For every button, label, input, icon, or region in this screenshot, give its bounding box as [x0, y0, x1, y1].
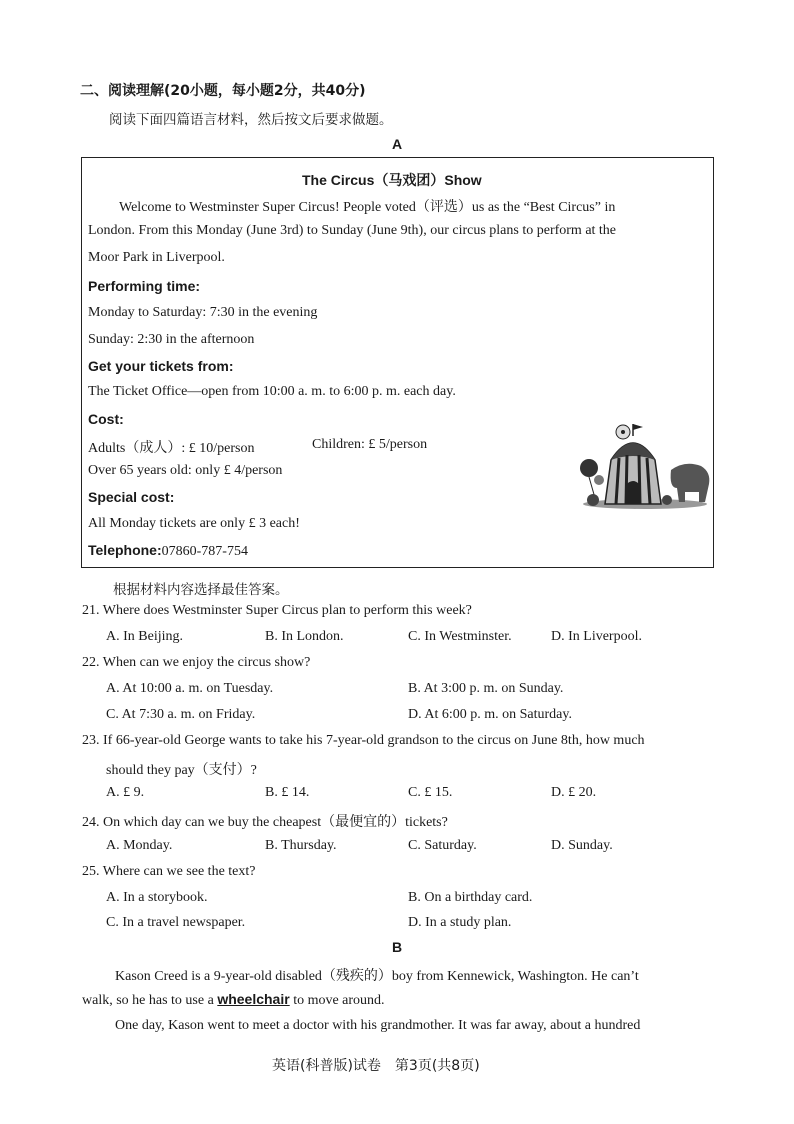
section-instruction: 阅读下面四篇语言材料，然后按文后要求做题。 — [109, 112, 393, 128]
passage-b-para1-line1: Kason Creed is a 9-year-old disabled（残疾的）boy from Kennewick, Washington. He can’t — [115, 969, 639, 984]
question-25-stem: 25. Where can we see the text? — [82, 864, 256, 879]
performing-time-weekday: Monday to Saturday: 7:30 in the evening — [88, 305, 318, 320]
performing-time-heading: Performing time: — [88, 278, 201, 294]
question-21-option-a[interactable]: A. In Beijing. — [106, 629, 183, 644]
question-24-option-a[interactable]: A. Monday. — [106, 838, 173, 853]
telephone-value: 07860-787-754 — [161, 544, 248, 559]
question-24-option-b[interactable]: B. Thursday. — [265, 838, 337, 853]
question-22-option-a[interactable]: A. At 10:00 a. m. on Tuesday. — [106, 681, 274, 696]
choose-instruction: 根据材料内容选择最佳答案。 — [113, 582, 289, 598]
question-21-option-d[interactable]: D. In Liverpool. — [551, 629, 642, 644]
tickets-heading: Get your tickets from: — [88, 358, 234, 374]
passage-a-para1-line2: London. From this Monday (June 3rd) to Sunday (June 9th), our circus plans to perform at the — [88, 223, 617, 238]
cost-adults: Adults（成人）: £ 10/person — [88, 441, 255, 456]
passage-b-para1-line2 — [82, 991, 385, 1009]
question-25-option-b[interactable]: B. On a birthday card. — [408, 890, 533, 905]
question-21-option-c[interactable]: C. In Westminster. — [408, 629, 512, 644]
question-24-option-d[interactable]: D. Sunday. — [551, 838, 613, 853]
special-cost-text: All Monday tickets are only £ 3 each! — [88, 516, 300, 531]
passage-b-para1-line2-start: walk, so he has to use a — [82, 993, 214, 1008]
question-23-stem: 23. If 66-year-old George wants to take his 7-year-old grandson to the circus on June 8th, how much — [82, 733, 645, 748]
passage-a-label: A — [392, 136, 403, 152]
section-title: 二、阅读理解(20小题，每小题2分，共40分) — [80, 83, 366, 99]
passage-b-para1-line2-end: to move around. — [293, 993, 385, 1008]
question-22-option-d[interactable]: D. At 6:00 p. m. on Saturday. — [408, 707, 572, 722]
cost-over65: Over 65 years old: only £ 4/person — [88, 463, 283, 478]
telephone-line — [88, 542, 248, 560]
question-24-stem: 24. On which day can we buy the cheapest（最便宜的）tickets? — [82, 815, 448, 830]
question-23-option-b[interactable]: B. £ 14. — [265, 785, 310, 800]
passage-b-para2-line1: One day, Kason went to meet a doctor with his grandmother. It was far away, about a hundred — [115, 1018, 641, 1033]
passage-a-title: The Circus（马戏团）Show — [302, 172, 482, 188]
cost-heading: Cost: — [88, 411, 124, 427]
special-cost-heading: Special cost: — [88, 489, 175, 505]
question-24-option-c[interactable]: C. Saturday. — [408, 838, 477, 853]
question-25-option-d[interactable]: D. In a study plan. — [408, 915, 512, 930]
passage-b-label: B — [392, 939, 403, 955]
cost-children: Children: £ 5/person — [312, 437, 428, 452]
question-21-stem: 21. Where does Westminster Super Circus plan to perform this week? — [82, 603, 472, 618]
page-footer: 英语(科普版)试卷 第3页(共8页) — [272, 1058, 480, 1074]
question-23-option-c[interactable]: C. £ 15. — [408, 785, 453, 800]
question-22-option-b[interactable]: B. At 3:00 p. m. on Sunday. — [408, 681, 564, 696]
question-21-option-b[interactable]: B. In London. — [265, 629, 344, 644]
passage-a-para1-line3: Moor Park in Liverpool. — [88, 250, 225, 265]
passage-a-para1-line1: Welcome to Westminster Super Circus! People voted（评选）us as the “Best Circus” in — [119, 200, 616, 215]
ticket-office-text: The Ticket Office—open from 10:00 a. m. to 6:00 p. m. each day. — [88, 384, 456, 399]
question-22-option-c[interactable]: C. At 7:30 a. m. on Friday. — [106, 707, 256, 722]
performing-time-sunday: Sunday: 2:30 in the afternoon — [88, 332, 255, 347]
question-23-option-a[interactable]: A. £ 9. — [106, 785, 145, 800]
keyword-wheelchair: wheelchair — [217, 991, 290, 1007]
question-23-option-d[interactable]: D. £ 20. — [551, 785, 597, 800]
question-22-stem: 22. When can we enjoy the circus show? — [82, 655, 311, 670]
telephone-label: Telephone: — [88, 542, 162, 558]
question-23-stem-cont: should they pay（支付）? — [106, 763, 257, 778]
question-25-option-c[interactable]: C. In a travel newspaper. — [106, 915, 246, 930]
circus-tent-illustration — [575, 418, 715, 510]
question-25-option-a[interactable]: A. In a storybook. — [106, 890, 208, 905]
